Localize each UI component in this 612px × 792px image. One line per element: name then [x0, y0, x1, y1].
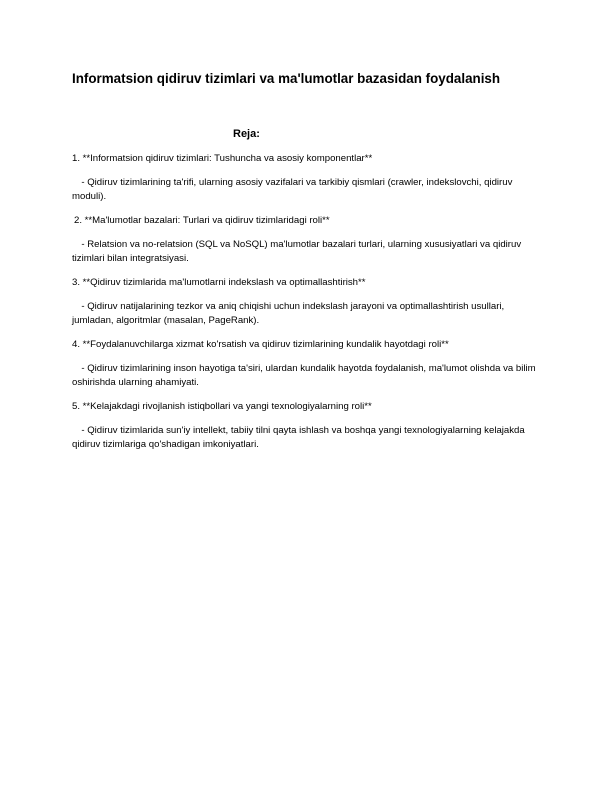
plan-item-5-description: - Qidiruv tizimlarida sun'iy intellekt, tabiiy tilni qayta ishlash va boshqa yangi texnologiyalarning kelajakda qidiruv tizimlariga qo'shadigan imkoniyatlari.: [72, 425, 528, 450]
plan-item-1-description: - Qidiruv tizimlarining ta'rifi, ularning asosiy vazifalari va tarkibiy qismlari (crawler, indekslovchi, qidiruv moduli).: [72, 177, 516, 202]
plan-item-3-title: 3. **Qidiruv tizimlarida ma'lumotlarni indekslash va optimallashtirish**: [72, 277, 366, 288]
plan-list: [72, 152, 542, 462]
plan-item-1-title: 1. **Informatsion qidiruv tizimlari: Tushuncha va asosiy komponentlar**: [72, 153, 373, 164]
plan-item-3-description: - Qidiruv natijalarining tezkor va aniq chiqishi uchun indekslash jarayoni va optimallashtirish usullari, jumladan, algoritmlar (masalan, PageRank).: [72, 301, 507, 326]
plan-item-2-description: - Relatsion va no-relatsion (SQL va NoSQL) ma'lumotlar bazalari turlari, ularning xususiyatlari va qidiruv tizimlari bilan integratsiyasi.: [72, 239, 524, 264]
plan-item-5-title: 5. **Kelajakdagi rivojlanish istiqbollari va yangi texnologiyalarning roli**: [72, 401, 372, 412]
plan-item-4-title: 4. **Foydalanuvchilarga xizmat ko'rsatish va qidiruv tizimlarining kundalik hayotdagi roli**: [72, 339, 449, 350]
plan-item-4-description: - Qidiruv tizimlarining inson hayotiga ta'siri, ulardan kundalik hayotda foydalanish, ma'lumot olishda va bilim oshirishda ularning ahamiyati.: [72, 363, 539, 388]
document-title: Informatsion qidiruv tizimlari va ma'lumotlar bazasidan foydalanish: [72, 71, 501, 86]
plan-heading: Reja:: [233, 128, 260, 140]
plan-item-2-title: 2. **Ma'lumotlar bazalari: Turlari va qidiruv tizimlaridagi roli**: [74, 215, 330, 226]
